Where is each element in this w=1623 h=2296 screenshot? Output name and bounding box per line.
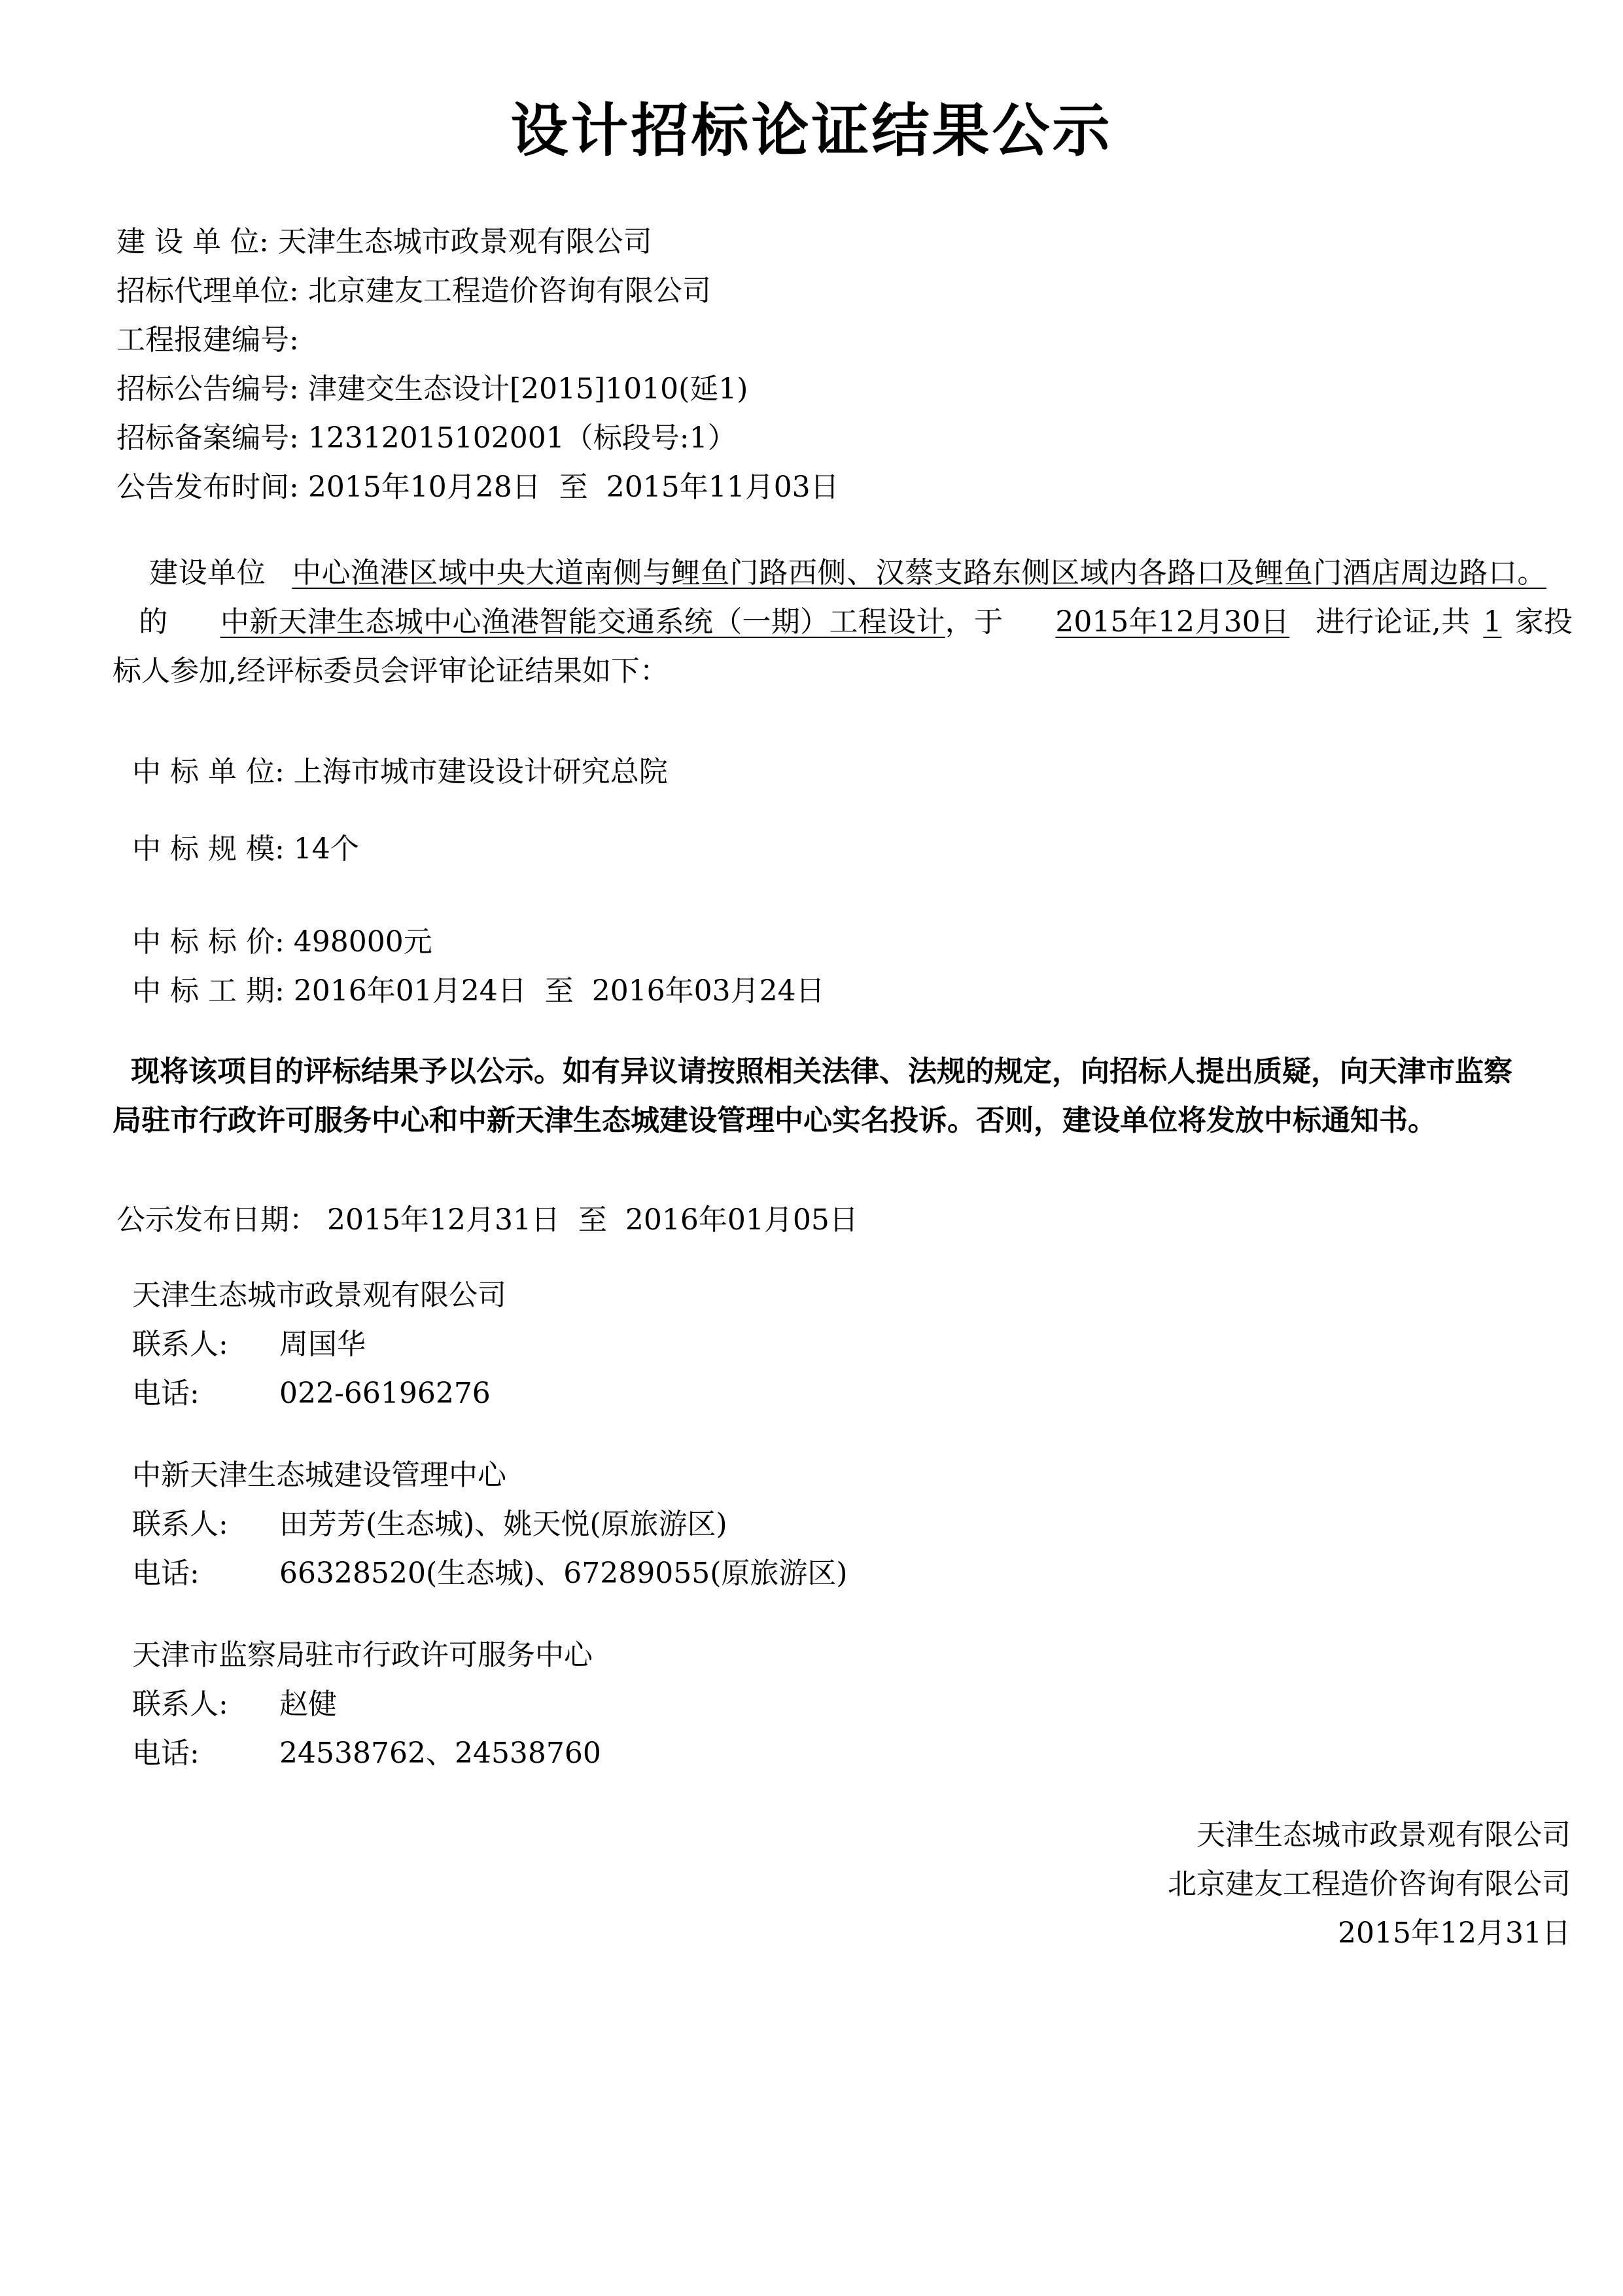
- agent-line: [116, 272, 711, 311]
- scale-label: 中 标 规 模:: [132, 832, 285, 866]
- intro-paragraph: [113, 548, 1573, 696]
- contact-phone-label: 电话:: [132, 1737, 200, 1770]
- contact-phone-label: 电话:: [132, 1377, 200, 1410]
- period-label: 中 标 工 期:: [132, 974, 285, 1008]
- scale-line: [132, 830, 359, 869]
- agent-value: 北京建友工程造价咨询有限公司: [307, 274, 711, 308]
- signature-date: 2015年12月31日: [1338, 1916, 1571, 1950]
- builder-label: 建 设 单 位:: [116, 225, 269, 258]
- winner-label: 中 标 单 位:: [132, 755, 285, 788]
- intro-part3: ，于: [945, 605, 1003, 639]
- scale-value: 14个: [293, 832, 359, 866]
- project-no-line: [116, 321, 299, 360]
- builder-line: [116, 222, 652, 262]
- price-value: 498000元: [293, 925, 432, 959]
- agent-label: 招标代理单位:: [116, 274, 299, 308]
- signature-org2: 北京建友工程造价咨询有限公司: [1168, 1867, 1571, 1901]
- contact-person-line: [132, 1505, 727, 1544]
- record-no-label: 招标备案编号:: [116, 421, 299, 455]
- document-title: 设计招标论证结果公示: [510, 97, 1113, 164]
- contact-phone-line: [132, 1374, 491, 1413]
- publicity-period-line: [116, 1201, 858, 1240]
- signature-org1: 天津生态城市政景观有限公司: [1196, 1818, 1571, 1852]
- intro-part4: 进行论证,共: [1316, 605, 1471, 639]
- contact-org: 中新天津生态城建设管理中心: [132, 1458, 506, 1492]
- notice-no-value: 津建交生态设计[2015]1010(延1): [307, 372, 748, 406]
- contact-phone: 022-66196276: [279, 1377, 491, 1410]
- price-label: 中 标 标 价:: [132, 925, 285, 959]
- contact-person-line: [132, 1685, 337, 1724]
- winner-value: 上海市城市建设设计研究总院: [293, 755, 668, 788]
- winner-line: [132, 752, 668, 792]
- contact-person-label: 联系人:: [132, 1687, 228, 1721]
- period-line: [132, 972, 825, 1011]
- contact-phone-label: 电话:: [132, 1557, 200, 1590]
- publish-time-label: 公告发布时间:: [116, 470, 299, 504]
- intro-part1: 建设单位: [149, 556, 266, 590]
- contact-person: 周国华: [279, 1328, 366, 1361]
- contact-phone-line: [132, 1734, 601, 1773]
- record-no-line: [116, 419, 737, 458]
- publish-time-value: 2015年10月28日 至 2015年11月03日: [307, 470, 839, 504]
- intro-project: 中新天津生态城中心渔港智能交通系统（一期）工程设计: [220, 605, 945, 639]
- publish-time-line: [116, 468, 839, 507]
- contact-phone: 66328520(生态城)、67289055(原旅游区): [279, 1557, 848, 1590]
- intro-part2: 的: [139, 605, 168, 639]
- contact-person-label: 联系人:: [132, 1328, 228, 1361]
- contact-org: 天津市监察局驻市行政许可服务中心: [132, 1638, 593, 1672]
- builder-value: 天津生态城市政景观有限公司: [277, 225, 652, 258]
- notice-no-label: 招标公告编号:: [116, 372, 299, 406]
- publicity-period-label: 公示发布日期：: [116, 1203, 318, 1237]
- notice-no-line: [116, 370, 748, 409]
- contact-org: 天津生态城市政景观有限公司: [132, 1279, 506, 1312]
- contact-phone: 24538762、24538760: [279, 1737, 601, 1770]
- publicity-period-value: 2015年12月31日 至 2016年01月05日: [327, 1203, 858, 1237]
- intro-location: 中心渔港区域中央大道南侧与鲤鱼门路西侧、汉蔡支路东侧区域内各路口及鲤鱼门酒店周边路口。: [292, 556, 1547, 590]
- contact-person-label: 联系人:: [132, 1508, 228, 1541]
- intro-date: 2015年12月30日: [1055, 605, 1290, 639]
- contact-person-line: [132, 1325, 366, 1364]
- period-value: 2016年01月24日 至 2016年03月24日: [293, 974, 825, 1008]
- project-no-label: 工程报建编号:: [116, 323, 299, 357]
- contact-phone-line: [132, 1554, 848, 1593]
- intro-part5: 家投标人参加,经评标委员会评审论证结果如下：: [113, 605, 1573, 688]
- intro-count: 1: [1483, 605, 1502, 639]
- price-line: [132, 923, 432, 962]
- contact-person: 赵健: [279, 1687, 337, 1721]
- record-no-value: 12312015102001（标段号:1）: [307, 421, 737, 455]
- announcement-paragraph: 现将该项目的评标结果予以公示。如有异议请按照相关法律、法规的规定，向招标人提出质疑，向天津市监察局驻市行政许可服务中心和中新天津生态城建设管理中心实名投诉。否则，建设单位将发放中标通知书。: [113, 1055, 1512, 1137]
- contact-person: 田芳芳(生态城)、姚天悦(原旅游区): [279, 1508, 727, 1541]
